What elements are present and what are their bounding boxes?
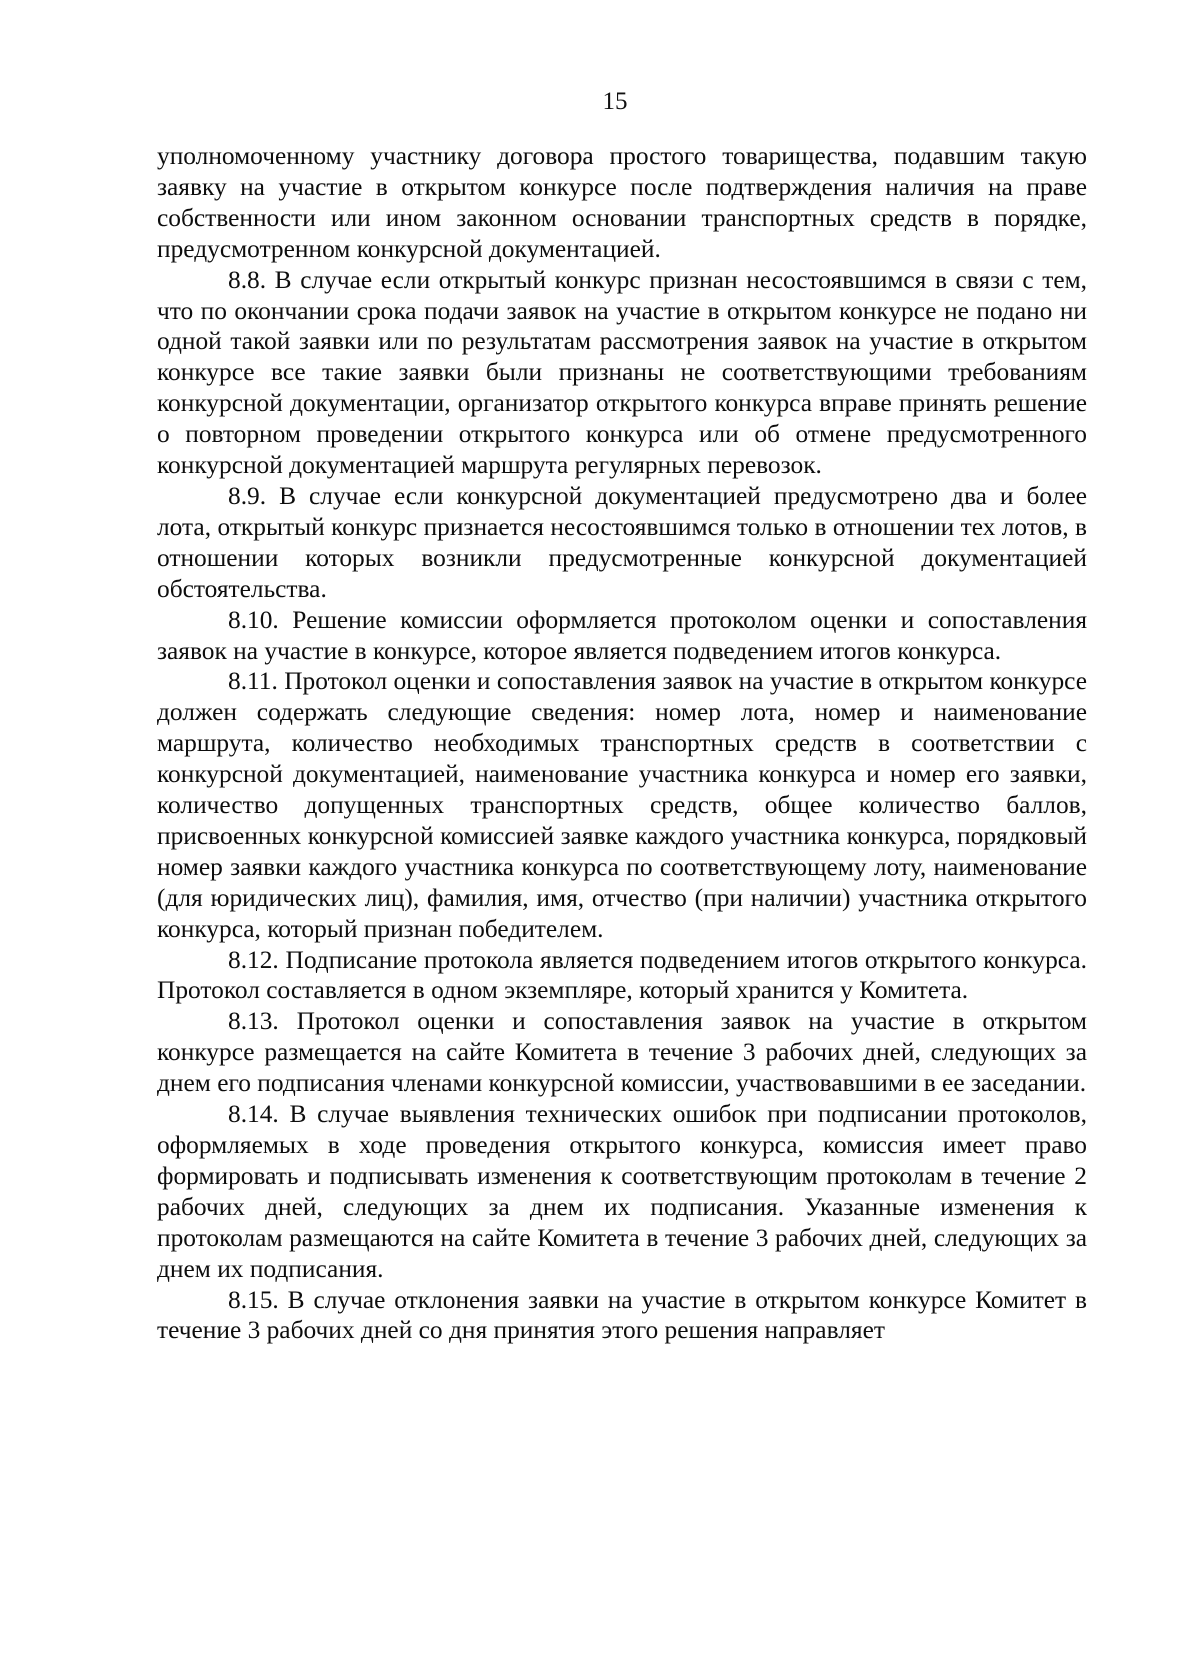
page-number: 15 (602, 88, 628, 115)
paragraph-8-9: 8.9. В случае если конкурсной документацией предусмотрено два и более лота, открытый конкурс признается несостоявшимся только в отношении тех лотов, в отношении которых возникли предусмотренные конкурсной документацией обстоятельства. (157, 481, 1087, 603)
paragraph-8-10: 8.10. Решение комиссии оформляется протоколом оценки и сопоставления заявок на участие в конкурсе, которое является подведением итогов конкурса. (157, 605, 1087, 665)
document-body (157, 141, 1087, 1346)
paragraph-8-12: 8.12. Подписание протокола является подведением итогов открытого конкурса. Протокол составляется в одном экземпляре, который хранится у Комитета. (157, 945, 1087, 1005)
paragraph-continuation: уполномоченному участнику договора простого товарищества, подавшим такую заявку на участие в открытом конкурсе после подтверждения наличия на праве собственности или ином законном основании транспортных средств в порядке, предусмотренном конкурсной документацией. (157, 142, 1087, 263)
paragraph-8-15: 8.15. В случае отклонения заявки на участие в открытом конкурсе Комитет в течение 3 рабочих дней со дня принятия этого решения направляет (157, 1285, 1087, 1345)
paragraph-8-13: 8.13. Протокол оценки и сопоставления заявок на участие в открытом конкурсе размещается на сайте Комитета в течение 3 рабочих дней, следующих за днем его подписания членами конкурсной комиссии, участвовавшими в ее заседании. (157, 1007, 1087, 1098)
paragraph-8-14: 8.14. В случае выявления технических ошибок при подписании протоколов, оформляемых в ходе проведения открытого конкурса, комиссия имеет право формировать и подписывать изменения к соответствующим протоколам в течение 2 рабочих дней, следующих за днем их подписания. Указанные изменения к протоколам размещаются на сайте Комитета в течение 3 рабочих дней, следующих за днем их подписания. (157, 1100, 1087, 1283)
paragraph-8-8: 8.8. В случае если открытый конкурс признан несостоявшимся в связи с тем, что по окончании срока подачи заявок на участие в открытом конкурсе не подано ни одной такой заявки или по результатам рассмотрения заявок на участие в открытом конкурсе все такие заявки были признаны не соответствующими требованиям конкурсной документации, организатор открытого конкурса вправе принять решение о повторном проведении открытого конкурса или об отмене предусмотренного конкурсной документацией маршрута регулярных перевозок. (157, 265, 1087, 480)
paragraph-8-11: 8.11. Протокол оценки и сопоставления заявок на участие в открытом конкурсе должен содержать следующие сведения: номер лота, номер и наименование маршрута, количество необходимых транспортных средств в соответствии с конкурсной документацией, наименование участника конкурса и номер его заявки, количество допущенных транспортных средств, общее количество баллов, присвоенных конкурсной комиссией заявке каждого участника конкурса, порядковый номер заявки каждого участника конкурса по соответствующему лоту, наименование (для юридических лиц), фамилия, имя, отчество (при наличии) участника открытого конкурса, который признан победителем. (157, 667, 1087, 943)
